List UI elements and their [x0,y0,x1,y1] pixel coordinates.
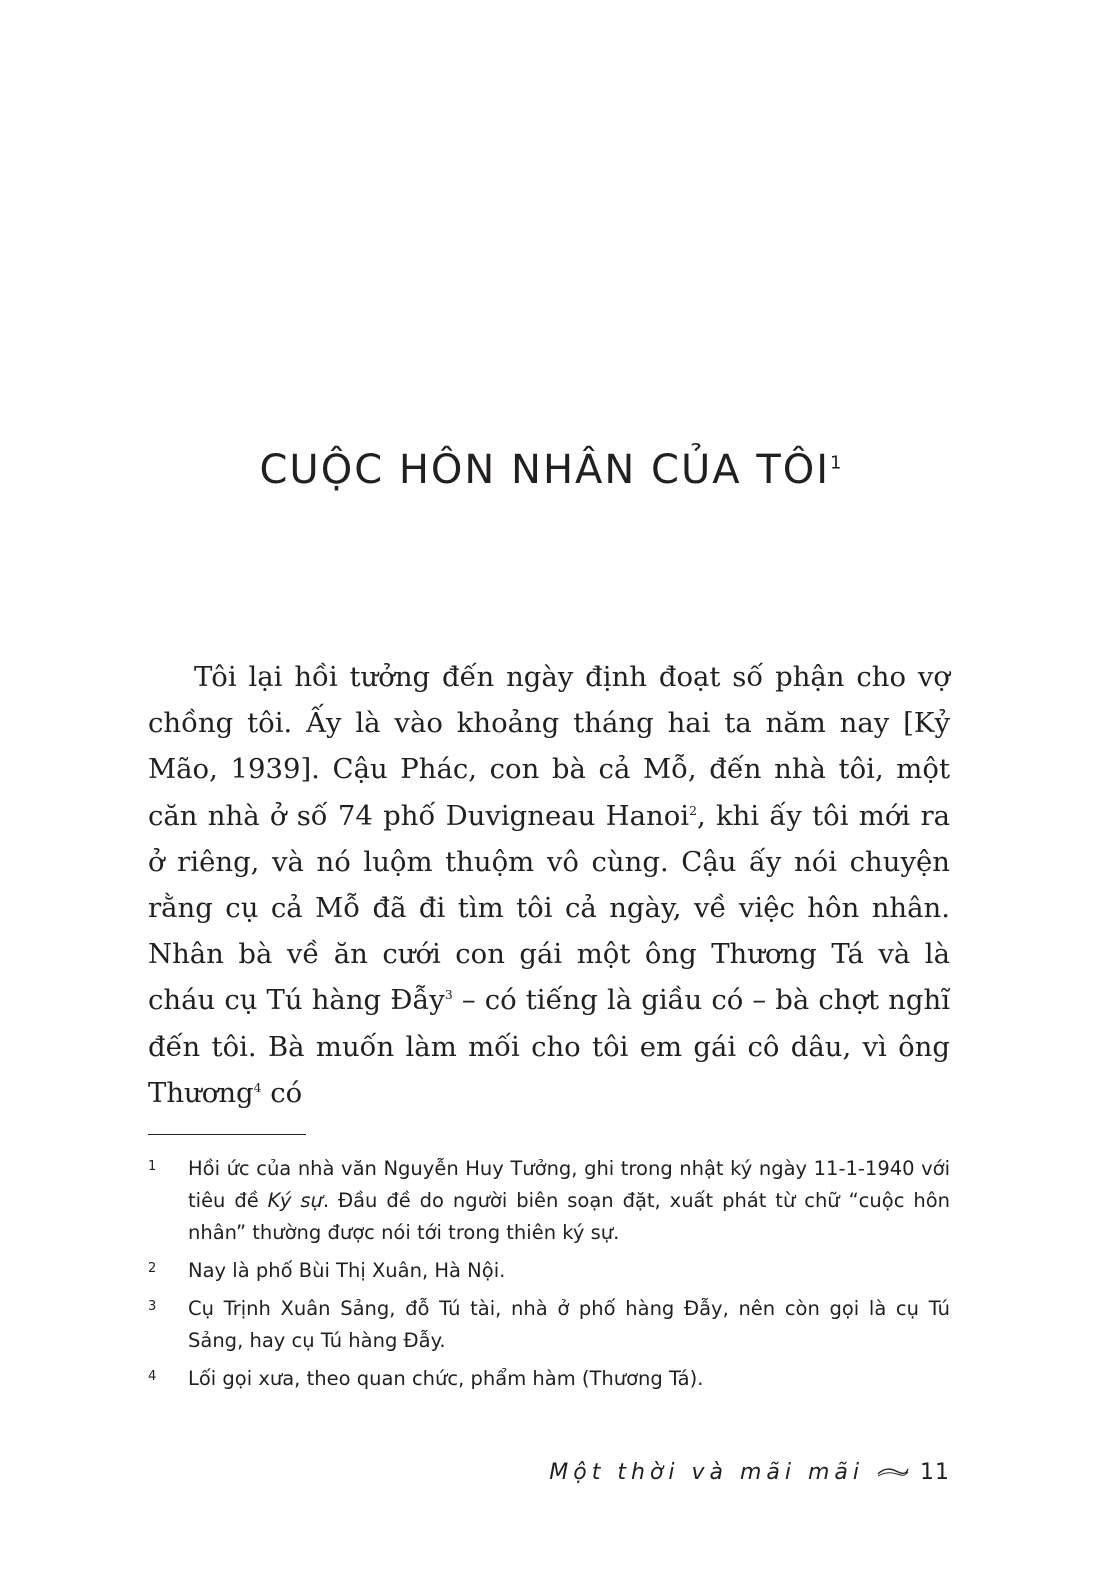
footnote-number: 4 [148,1369,157,1384]
footnote-text: Hồi ức của nhà văn Nguyễn Huy Tưởng, ghi trong nhật ký ngày 11-1-1940 với tiêu đề [188,1157,950,1212]
footnote-ref-2: 2 [689,803,697,818]
body-text-part-1: Tôi lại hồi tưởng đến ngày định đoạt số phận cho vợ chồng tôi. Ấy là vào khoảng tháng hai ta năm nay [Kỷ Mão, 1939]. Cậu Phác, con bà cả Mỗ, đến nhà tôi, một căn nhà ở số 74 phố Duvigneau Hanoi [148,661,950,832]
book-title: Một thời và mãi mãi [549,1460,864,1485]
body-paragraph [148,654,950,1116]
footnote-ref-1: 1 [830,452,844,474]
footnote-number: 2 [148,1261,157,1276]
chapter-title [0,440,1103,500]
footnote-text: Lối gọi xưa, theo quan chức, phẩm hàm (Thương Tá). [188,1367,704,1390]
page-number: 11 [920,1460,950,1485]
footnote-ref-4: 4 [253,1080,262,1095]
running-footer [549,1458,950,1488]
body-text-part-2: , khi ấy tôi mới ra ở riêng, và nó luộm thuộm vô cùng. Cậu ấy nói chuyện rằng cụ cả Mỗ đã đi tìm tôi cả ngày, về việc hôn nhân. Nhân bà về ăn cưới con gái một ông Thương Tá và là cháu cụ Tú hàng Đẫy [148,799,950,1017]
footnote-number: 1 [148,1159,157,1174]
footnote-italic-title: Ký sự [267,1189,323,1212]
footnote-1 [148,1153,950,1249]
footnotes-list [148,1153,950,1401]
footnote-ref-3: 3 [444,988,453,1003]
body-text-part-4: có [261,1076,303,1109]
swash-ornament-icon [876,1458,910,1488]
body-text-part-3: – có tiếng là giầu có – bà chợt nghĩ đến tôi. Bà muốn làm mối cho tôi em gái cô dâu, vì ông Thương [148,984,951,1109]
footnote-2 [148,1255,950,1287]
footnote-text: Cụ Trịnh Xuân Sảng, đỗ Tú tài, nhà ở phố hàng Đẫy, nên còn gọi là cụ Tú Sảng, hay cụ Tú hàng Đẫy. [188,1297,950,1352]
chapter-title-text: CUỘC HÔN NHÂN CỦA TÔI [259,447,831,493]
footnote-4 [148,1363,950,1395]
footnote-text-continued: . Đầu đề do người biên soạn đặt, xuất phát từ chữ “cuộc hôn nhân” thường được nói tới trong thiên ký sự. [188,1189,950,1244]
footnote-3 [148,1293,950,1357]
footnote-number: 3 [148,1299,157,1314]
footnote-divider [148,1134,306,1135]
footnote-text: Nay là phố Bùi Thị Xuân, Hà Nội. [188,1259,506,1282]
